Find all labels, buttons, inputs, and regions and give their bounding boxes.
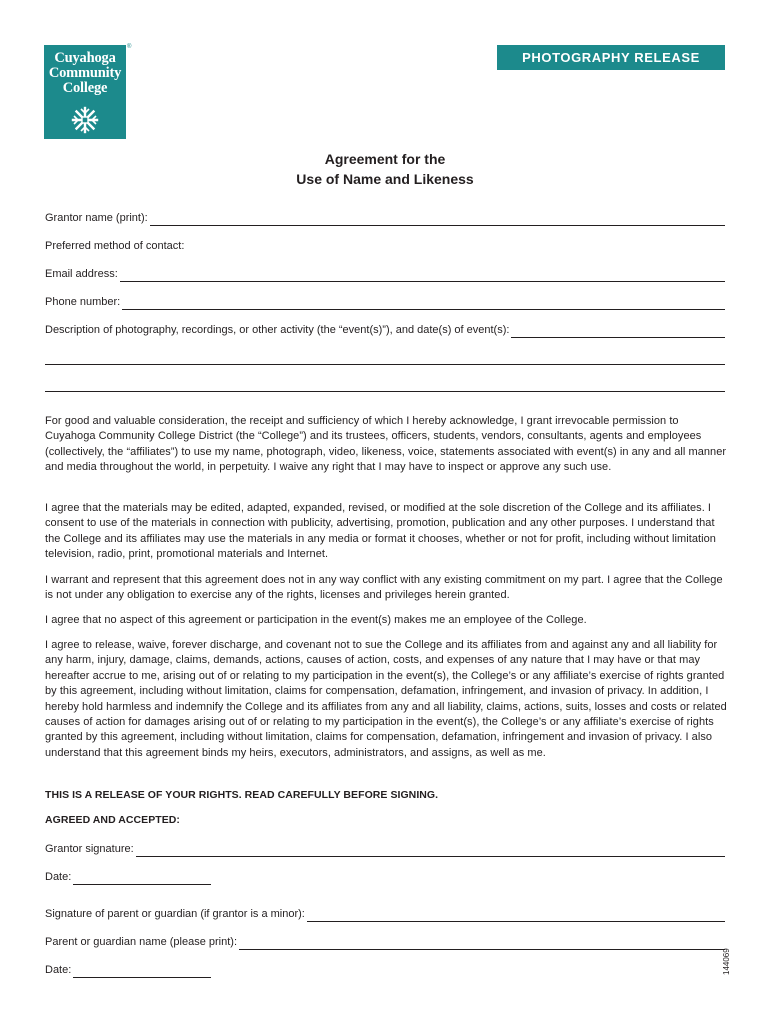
employee-paragraph: I agree that no aspect of this agreement or participation in the event(s) makes me an employee of the College. [45, 614, 587, 626]
snowflake-icon [71, 106, 99, 134]
grantor-signature-label: Grantor signature: [45, 843, 134, 855]
parent-name-input[interactable] [239, 938, 725, 950]
logo-line-1: Cuyahoga [54, 50, 116, 66]
release-notice: THIS IS A RELEASE OF YOUR RIGHTS. READ CAREFULLY BEFORE SIGNING. [45, 789, 439, 801]
email-field [45, 266, 725, 282]
parent-name-field [45, 934, 725, 950]
grantor-signature-field [45, 841, 725, 857]
preferred-contact-field [45, 238, 725, 254]
phone-field [45, 294, 725, 310]
phone-label: Phone number: [45, 296, 121, 308]
date-field-2 [45, 962, 211, 978]
description-field [45, 322, 725, 338]
preferred-contact-label: Preferred method of contact: [45, 240, 185, 252]
grantor-signature-input[interactable] [136, 845, 725, 857]
date-input-1[interactable] [73, 873, 211, 885]
photography-release-badge: PHOTOGRAPHY RELEASE [497, 45, 725, 70]
agreed-heading: AGREED AND ACCEPTED: [45, 814, 180, 826]
email-label: Email address: [45, 268, 118, 280]
title-line-2: Use of Name and Likeness [296, 171, 474, 187]
logo-wordmark [44, 51, 126, 96]
grantor-name-label: Grantor name (print): [45, 212, 148, 224]
logo-line-3: College [62, 80, 108, 96]
warranty-paragraph: I warrant and represent that this agreement does not in any way conflict with any existing commitment on my part. I agree that the College is not under any obligation to exercise any of the rights, licenses and privileges herein granted. [45, 574, 723, 602]
form-number: 144069 [722, 948, 731, 975]
grantor-name-field [45, 210, 725, 226]
parent-signature-field [45, 906, 725, 922]
description-input[interactable] [511, 326, 725, 338]
description-line-3[interactable] [45, 391, 725, 392]
grantor-name-input[interactable] [150, 214, 725, 226]
phone-input[interactable] [122, 298, 725, 310]
parent-signature-input[interactable] [307, 910, 725, 922]
description-line-2[interactable] [45, 364, 725, 365]
title-line-1: Agreement for the [324, 151, 446, 167]
parent-name-label: Parent or guardian name (please print): [45, 936, 237, 948]
date-field-1 [45, 869, 211, 885]
date-label-2: Date: [45, 964, 72, 976]
email-input[interactable] [120, 270, 725, 282]
page-title [0, 149, 770, 189]
editing-paragraph: I agree that the materials may be edited, adapted, expanded, revised, or modified at the sole discretion of the College and its affiliates. I consent to use of the materials in connection with publicity, advertising, promotion, publication and any other purposes. I understand that the College and its affiliates may use the materials in any media or format it chooses, whether or not for profit, including without limitation television, radio, print, promotional materials and Internet. [45, 502, 716, 561]
logo-line-2: Community [48, 65, 122, 81]
release-paragraph: I agree to release, waive, forever discharge, and covenant not to sue the College and its affiliates from and against any and all liability for any harm, injury, damage, claims, demands, actions, causes of action, costs, and expenses of any nature that I may have or that may hereafter accrue to me, arising out of or relating to my participation in the event(s), the College’s or any affiliate’s exercise of rights granted by this agreement, including without limitation, claims for compensation, defamation, infringement, and invasion of privacy. In addition, I hereby hold harmless and indemnify the College and its affiliates from any and all liability, claims, actions, suits, losses and costs or related causes of action for damages arising out of or relating to my participation in the event(s), the College’s or any affiliate’s exercise of rights granted by this agreement, including without limitation, claims for compensation, defamation, infringement and invasion of privacy. I also understand that this agreement binds my heirs, executors, administrators, and assigns, as well as me. [45, 639, 727, 759]
registered-mark: ® [127, 44, 132, 50]
date-label-1: Date: [45, 871, 72, 883]
parent-signature-label: Signature of parent or guardian (if grantor is a minor): [45, 908, 305, 920]
date-input-2[interactable] [73, 966, 211, 978]
consideration-paragraph: For good and valuable consideration, the receipt and sufficiency of which I hereby acknowledge, I grant irrevocable permission to Cuyahoga Community College District (the “College”) and its trustees, officers, students, vendors, consultants, agents and employees (collectively, the “affiliates”) to use my name, photograph, video, likeness, voice, statements associated with event(s) in any and all manner and media throughout the world, in perpetuity. I waive any right that I may have to inspect or approve any such use. [45, 415, 727, 474]
college-logo [44, 45, 126, 139]
description-label: Description of photography, recordings, or other activity (the “event(s)”), and date(s) of event(s): [45, 324, 510, 336]
